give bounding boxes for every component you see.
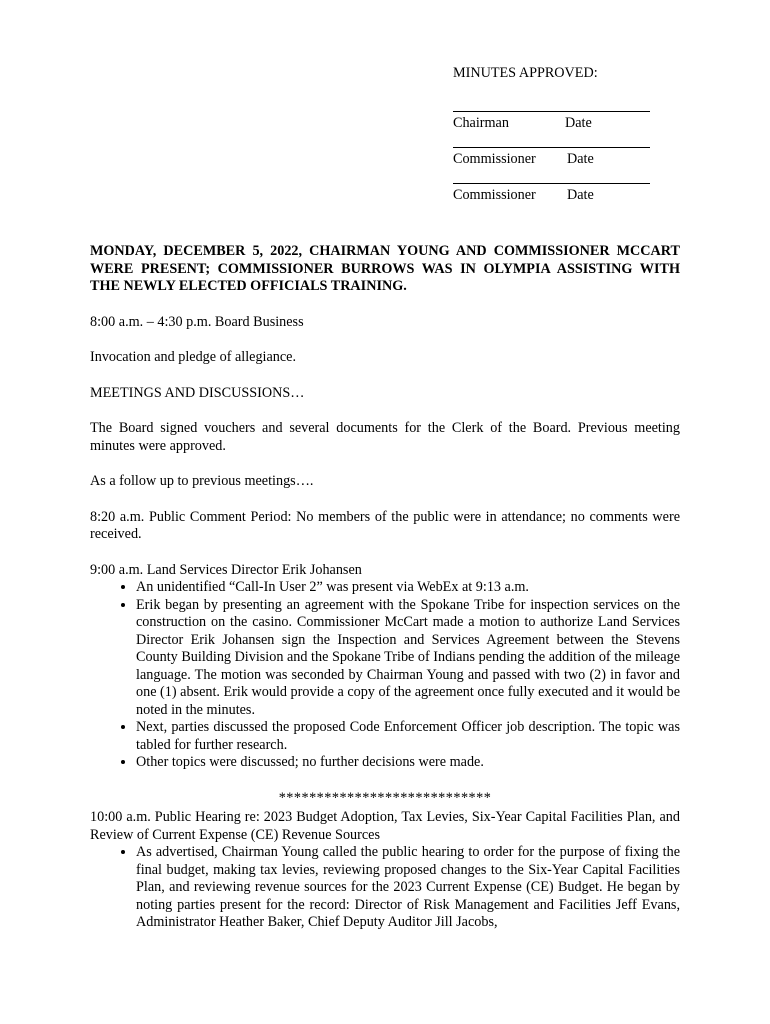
list-item: • Other topics were discussed; no further decisions were made. (136, 754, 680, 772)
meeting-heading: MONDAY, DECEMBER 5, 2022, CHAIRMAN YOUNG AND COMMISSIONER MCCART WERE PRESENT; COMMISSIONER BURROWS WAS IN OLYMPIA ASSISTING WITH THE NEWLY ELECTED OFFICIALS TRAINING. (90, 243, 680, 294)
signature-role: Commissioner (453, 150, 536, 167)
board-business-line: 8:00 a.m. – 4:30 p.m. Board Business (90, 313, 304, 330)
signature-line-chairman (453, 111, 650, 147)
section-separator: **************************** (278, 789, 492, 806)
signature-line-commissioner-2 (453, 183, 650, 219)
public-hearing-bullets (90, 844, 680, 932)
list-item: • An unidentified “Call-In User 2” was present via WebEx at 9:13 a.m. (136, 579, 680, 597)
meetings-header: MEETINGS AND DISCUSSIONS… (90, 384, 305, 401)
signature-line-commissioner-1 (453, 147, 650, 183)
invocation-line: Invocation and pledge of allegiance. (90, 349, 297, 365)
approval-title: MINUTES APPROVED: (453, 65, 598, 81)
follow-up-line: As a follow up to previous meetings…. (90, 473, 314, 489)
signature-role: Commissioner (453, 186, 536, 203)
signature-date-label: Date (567, 186, 594, 203)
vouchers-paragraph: The Board signed vouchers and several documents for the Clerk of the Board. Previous meeting minutes were approved. (90, 420, 680, 454)
list-item: • Erik began by presenting an agreement with the Spokane Tribe for inspection services on the construction on the casino. Commissioner McCart made a motion to authorize Land Services Director Erik Johansen sign the Inspection and Services Agreement between the Stevens County Building Division and the Spokane Tribe of Indians pending the addition of the mileage language. The motion was seconded by Chairman Young and passed with two (2) in favor and one (1) absent. Erik would provide a copy of the agreement once fully executed and it would be noted in the minutes. (136, 597, 680, 720)
signature-date-label: Date (567, 150, 594, 167)
signature-date-label: Date (565, 114, 592, 131)
land-services-title: 9:00 a.m. Land Services Director Erik Johansen (90, 561, 362, 578)
signature-role: Chairman (453, 114, 509, 131)
list-item: • As advertised, Chairman Young called the public hearing to order for the purpose of fixing the final budget, making tax levies, reviewing proposed changes to the Six-Year Capital Facilities Plan, and reviewing revenue sources for the 2023 Current Expense (CE) Budget. He began by noting parties present for the record: Director of Risk Management and Facilities Jeff Evans, Administrator Heather Baker, Chief Deputy Auditor Jill Jacobs, (136, 844, 680, 932)
public-comment-paragraph: 8:20 a.m. Public Comment Period: No members of the public were in attendance; no comments were received. (90, 508, 680, 542)
land-services-bullets (90, 579, 680, 772)
list-item: • Next, parties discussed the proposed Code Enforcement Officer job description. The topic was tabled for further research. (136, 719, 680, 754)
public-hearing-title: 10:00 a.m. Public Hearing re: 2023 Budget Adoption, Tax Levies, Six-Year Capital Facilities Plan, and Review of Current Expense (CE) Revenue Sources (90, 809, 680, 843)
approval-block (453, 65, 650, 219)
minutes-body (90, 243, 680, 932)
